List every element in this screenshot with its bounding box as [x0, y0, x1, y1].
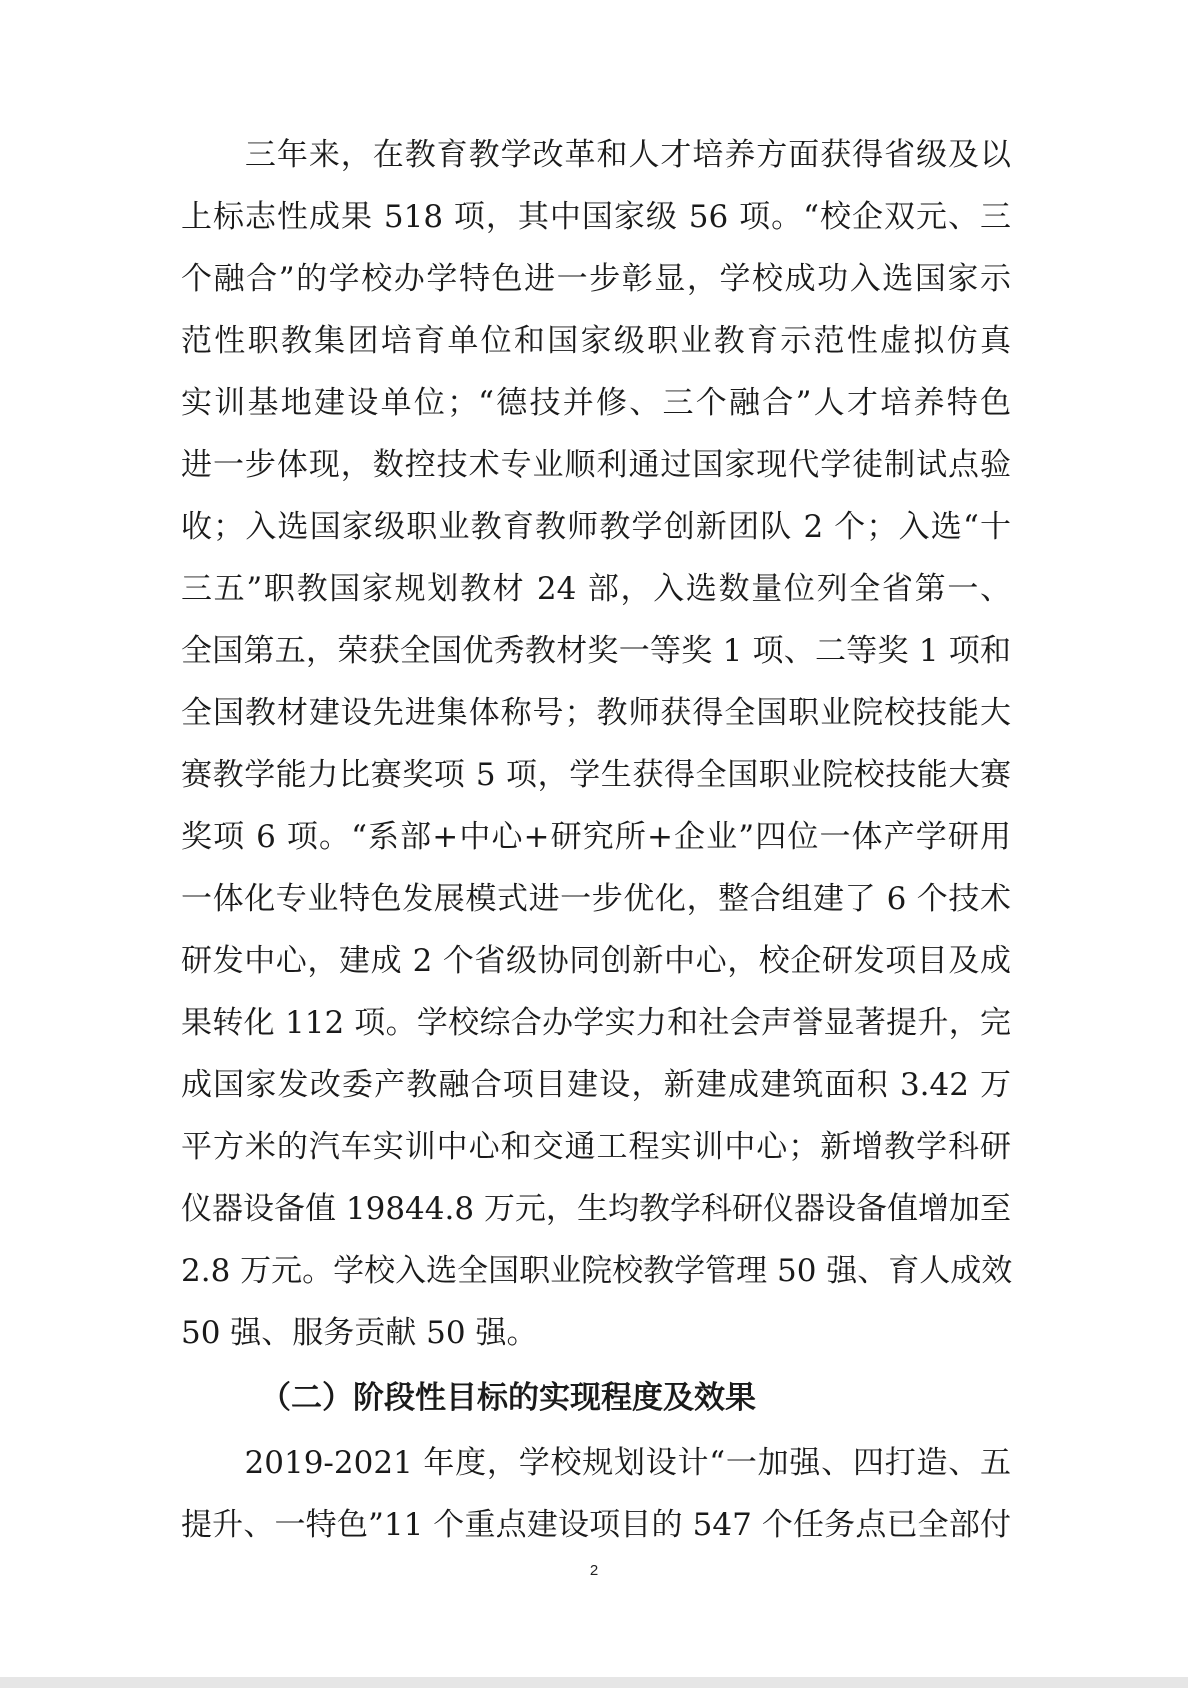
- section-heading: （二）阶段性目标的实现程度及效果: [260, 1380, 756, 1416]
- paragraph-line: 2019-2021 年度，学校规划设计“一加强、四打造、五: [181, 1445, 1011, 1481]
- paragraph-line: 三五”职教国家规划教材 24 部，入选数量位列全省第一、: [181, 571, 1011, 607]
- paragraph-line: 仪器设备值 19844.8 万元，生均教学科研仪器设备值增加至: [181, 1191, 1011, 1227]
- page-bottom-edge: [0, 1677, 1188, 1688]
- page-number: 2: [589, 1562, 599, 1579]
- paragraph-line: 赛教学能力比赛奖项 5 项，学生获得全国职业院校技能大赛: [181, 757, 1011, 793]
- paragraph-line: 全国教材建设先进集体称号；教师获得全国职业院校技能大: [181, 695, 1011, 731]
- paragraph-line: 果转化 112 项。学校综合办学实力和社会声誉显著提升，完: [181, 1005, 1011, 1041]
- paragraph-line: 范性职教集团培育单位和国家级职业教育示范性虚拟仿真: [181, 323, 1011, 359]
- paragraph-line: 收；入选国家级职业教育教师教学创新团队 2 个；入选“十: [181, 509, 1011, 545]
- paragraph-line: 平方米的汽车实训中心和交通工程实训中心；新增教学科研: [181, 1129, 1011, 1165]
- paragraph-line: 50 强、服务贡献 50 强。: [181, 1315, 538, 1351]
- paragraph-line: 研发中心，建成 2 个省级协同创新中心，校企研发项目及成: [181, 943, 1011, 979]
- paragraph-line: 实训基地建设单位；“德技并修、三个融合”人才培养特色: [181, 385, 1011, 421]
- paragraph-line: 三年来，在教育教学改革和人才培养方面获得省级及以: [181, 137, 1011, 173]
- paragraph-line: 2.8 万元。学校入选全国职业院校教学管理 50 强、育人成效: [181, 1253, 1013, 1289]
- paragraph-line: 个融合”的学校办学特色进一步彰显，学校成功入选国家示: [181, 261, 1011, 297]
- paragraph-line: 提升、一特色”11 个重点建设项目的 547 个任务点已全部付: [181, 1507, 1011, 1543]
- paragraph-line: 全国第五，荣获全国优秀教材奖一等奖 1 项、二等奖 1 项和: [181, 633, 1011, 669]
- paragraph-line: 进一步体现，数控技术专业顺利通过国家现代学徒制试点验: [181, 447, 1011, 483]
- paragraph-line: 上标志性成果 518 项，其中国家级 56 项。“校企双元、三: [181, 199, 1011, 235]
- paragraph-line: 一体化专业特色发展模式进一步优化，整合组建了 6 个技术: [181, 881, 1011, 917]
- paragraph-line: 奖项 6 项。“系部+中心+研究所+企业”四位一体产学研用: [181, 819, 1011, 855]
- paragraph-line: 成国家发改委产教融合项目建设，新建成建筑面积 3.42 万: [181, 1067, 1011, 1103]
